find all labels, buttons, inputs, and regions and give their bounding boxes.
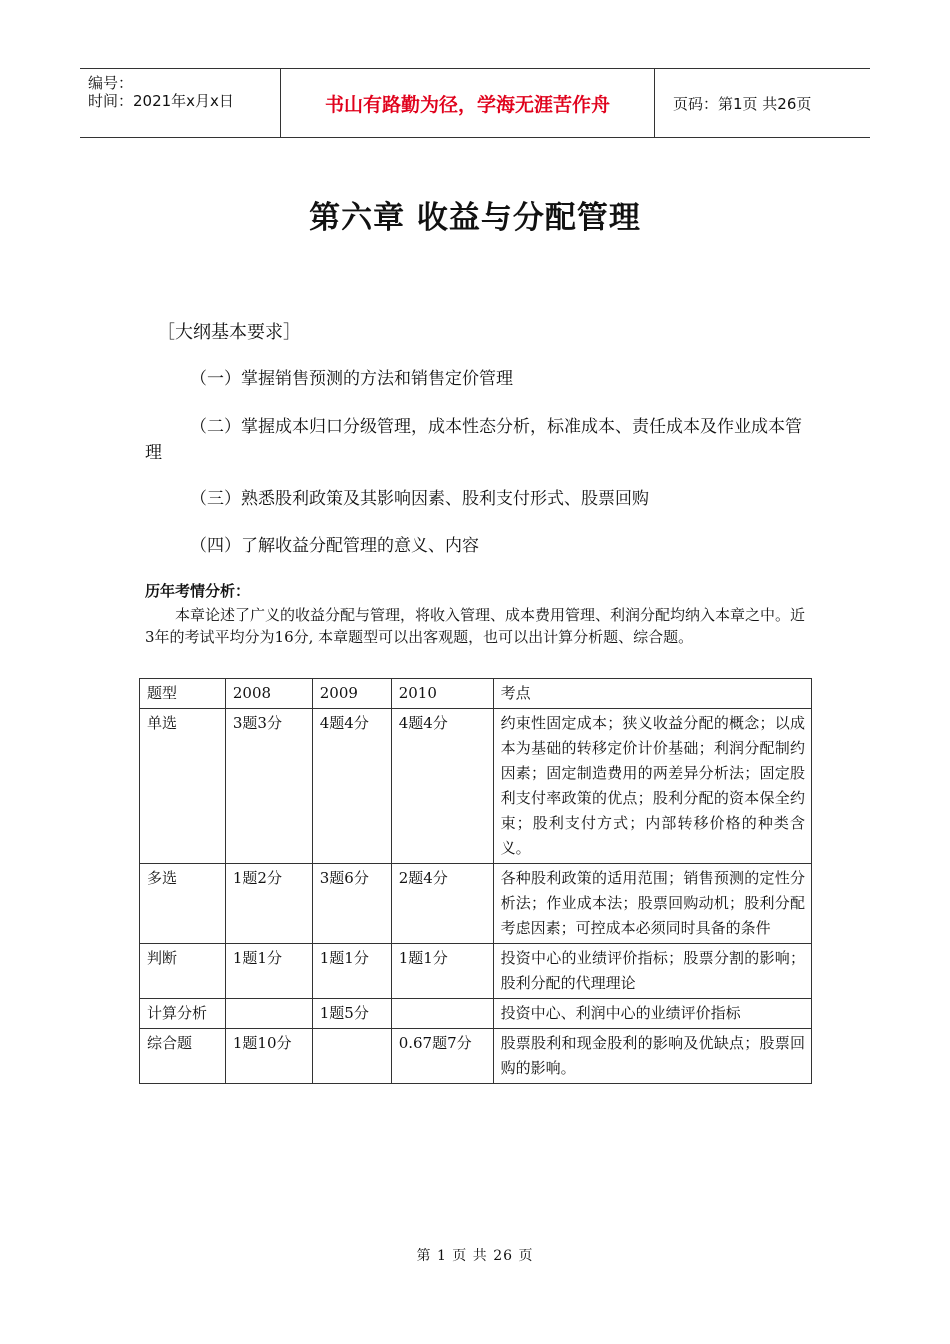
- table-header-cell: 2010: [391, 679, 493, 709]
- header-motto: 书山有路勤为径，学海无涯苦作舟: [280, 69, 655, 137]
- table-cell: 计算分析: [140, 999, 226, 1029]
- exam-analysis-table: [139, 678, 812, 1084]
- table-cell: 1题2分: [225, 864, 312, 944]
- time-label: 时间：2021年x月x日: [88, 92, 234, 110]
- chapter-title: 第六章 收益与分配管理: [309, 200, 641, 236]
- analysis-paragraph: 本章论述了广义的收益分配与管理，将收入管理、成本费用管理、利润分配均纳入本章之中。近3年的考试平均分为16分, 本章题型可以出客观题，也可以出计算分析题、综合题。: [145, 606, 806, 646]
- number-label: 编号：: [88, 74, 134, 92]
- header-meta-cell: [80, 69, 280, 137]
- table-cell: 1题1分: [391, 944, 493, 999]
- table-header-cell: 考点: [493, 679, 811, 709]
- table-cell: 各种股利政策的适用范围；销售预测的定性分析法；作业成本法；股票回购动机；股利分配考虑因素；可控成本必须同时具备的条件: [493, 864, 811, 944]
- table-row: [140, 864, 812, 944]
- table-cell: 3题3分: [225, 709, 312, 864]
- table-cell: 股票股利和现金股利的影响及优缺点；股票回购的影响。: [493, 1029, 811, 1084]
- table-row: [140, 1029, 812, 1084]
- table-cell: 3题6分: [312, 864, 391, 944]
- table-row: [140, 944, 812, 999]
- table-cell: 4题4分: [391, 709, 493, 864]
- table-cell: 1题1分: [312, 944, 391, 999]
- table-cell: [391, 999, 493, 1029]
- table-header-cell: 2009: [312, 679, 391, 709]
- table-cell: 4题4分: [312, 709, 391, 864]
- table-cell: [312, 1029, 391, 1084]
- outline-heading: ［大纲基本要求］: [157, 322, 301, 343]
- table-cell: 约束性固定成本；狭义收益分配的概念；以成本为基础的转移定价计价基础；利润分配制约因素；固定制造费用的两差异分析法；固定股利支付率政策的优点；股利分配的资本保全约束；股利支付方式；内部转移价格的种类含义。: [493, 709, 811, 864]
- page-footer: 第 1 页 共 26 页: [416, 1248, 534, 1264]
- table-row: [140, 999, 812, 1029]
- table-row: [140, 709, 812, 864]
- table-cell: 投资中心的业绩评价指标；股票分割的影响；股利分配的代理理论: [493, 944, 811, 999]
- table-cell: 1题5分: [312, 999, 391, 1029]
- table-header-cell: 题型: [140, 679, 226, 709]
- table-cell: 判断: [140, 944, 226, 999]
- outline-item-4: （四）了解收益分配管理的意义、内容: [190, 536, 479, 556]
- table-header-cell: 2008: [225, 679, 312, 709]
- outline-item-3: （三）熟悉股利政策及其影响因素、股利支付形式、股票回购: [190, 489, 649, 509]
- table-cell: 投资中心、利润中心的业绩评价指标: [493, 999, 811, 1029]
- outline-item-1: （一）掌握销售预测的方法和销售定价管理: [190, 369, 513, 389]
- table-cell: 1题1分: [225, 944, 312, 999]
- page-info-text: 页码：第1页 共26页: [673, 94, 812, 113]
- header-page-info: [663, 69, 870, 137]
- table-cell: 0.67题7分: [391, 1029, 493, 1084]
- table-header-row: [140, 679, 812, 709]
- table-cell: 1题10分: [225, 1029, 312, 1084]
- table-cell: [225, 999, 312, 1029]
- page-header: [80, 68, 870, 138]
- analysis-heading: 历年考情分析：: [145, 582, 251, 600]
- outline-item-2: （二）掌握成本归口分级管理，成本性态分析，标准成本、责任成本及作业成本管理: [145, 417, 802, 463]
- table-cell: 单选: [140, 709, 226, 864]
- table-cell: 2题4分: [391, 864, 493, 944]
- table-cell: 综合题: [140, 1029, 226, 1084]
- table-cell: 多选: [140, 864, 226, 944]
